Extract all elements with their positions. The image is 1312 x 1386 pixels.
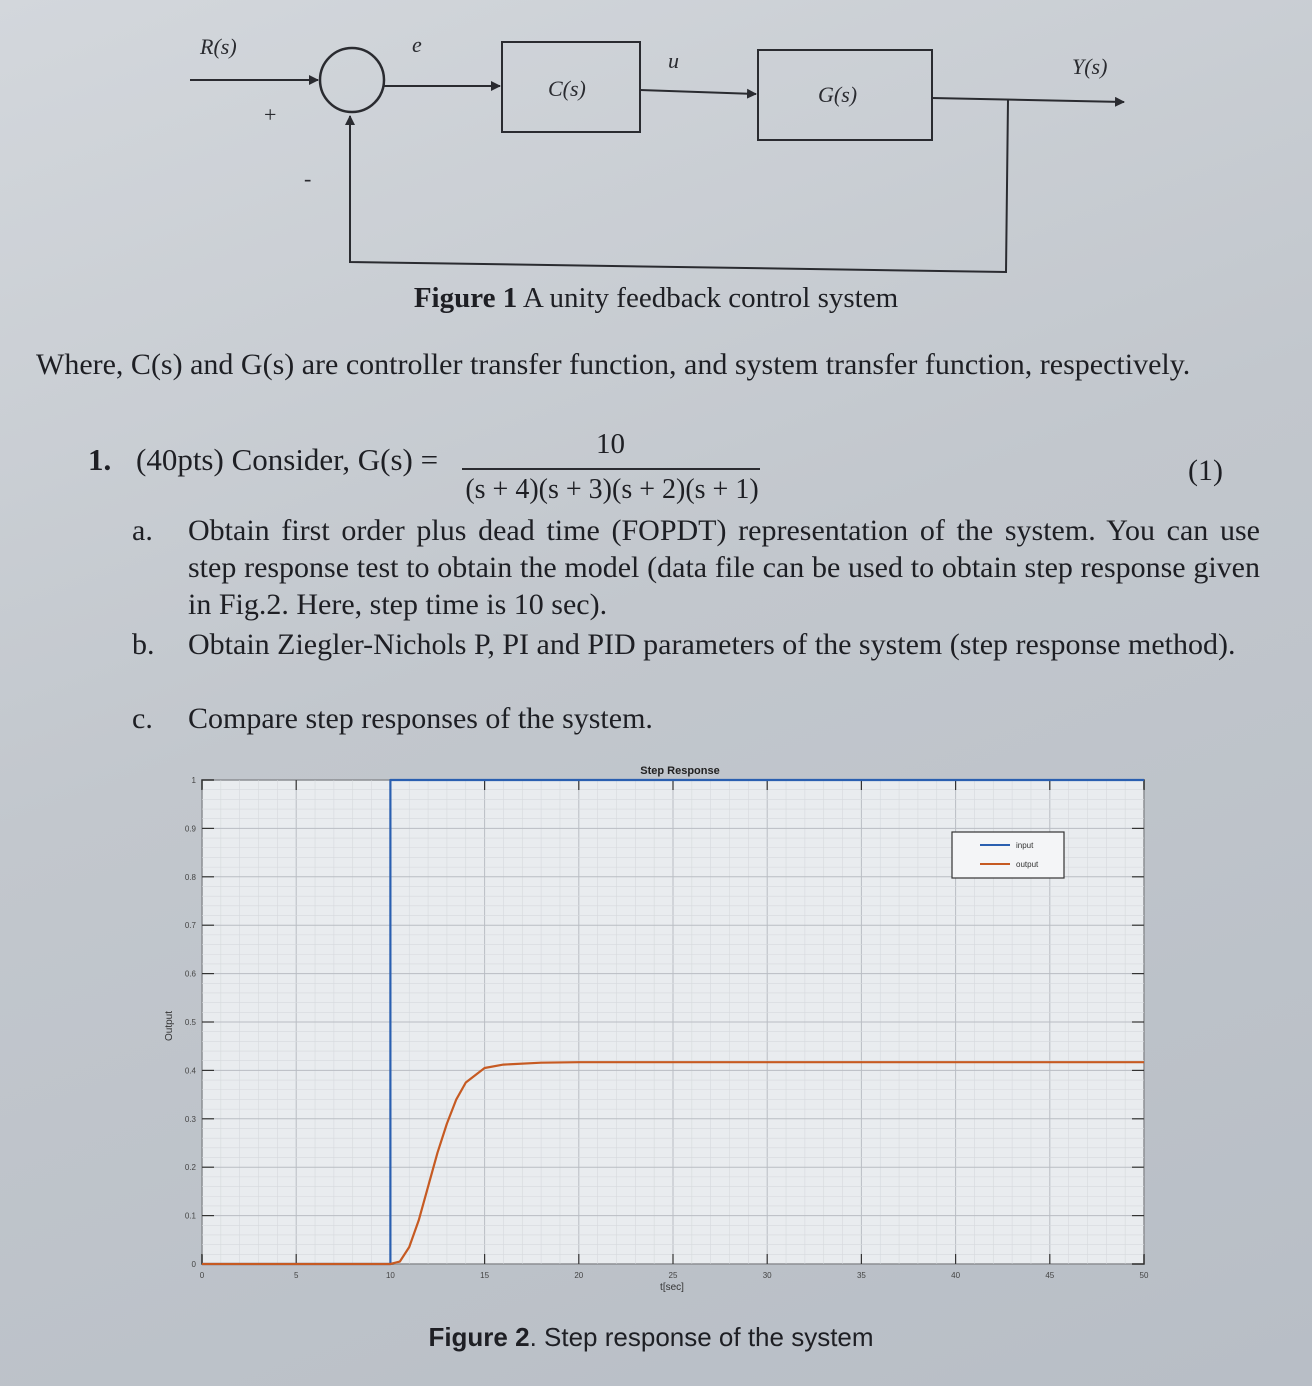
plus-sign: +: [264, 102, 277, 127]
item-a-marker: a.: [132, 514, 153, 547]
y-tick-label: 1: [191, 776, 196, 785]
plant-label: G(s): [818, 82, 858, 107]
chart-title: Step Response: [640, 765, 720, 777]
question-number: 1.: [88, 442, 112, 477]
x-tick-label: 35: [856, 1271, 866, 1280]
y-tick-label: 0.2: [184, 1163, 196, 1173]
item-c-text: Compare step responses of the system.: [188, 702, 653, 735]
figure2-caption: [0, 1322, 1302, 1353]
x-tick-label: 15: [480, 1271, 490, 1280]
figure2-caption-label: Figure 2: [428, 1322, 530, 1352]
y-tick-label: 0.3: [184, 1114, 196, 1124]
figure1-caption-text: A unity feedback control system: [517, 282, 899, 314]
x-tick-label: 40: [951, 1271, 961, 1280]
x-tick-label: 30: [762, 1271, 772, 1280]
equation-number: (1): [1188, 454, 1223, 487]
x-axis-label: t[sec]: [660, 1282, 684, 1293]
y-tick-label: 0.5: [184, 1018, 196, 1027]
y-tick-label: 0.7: [184, 921, 196, 931]
legend-input-label: input: [1016, 841, 1034, 850]
transfer-function-numerator: 10: [596, 428, 625, 460]
intro-paragraph: Where, C(s) and G(s) are controller transfer function, and system transfer function, respectively.: [36, 348, 1191, 381]
control-signal-label: u: [668, 48, 679, 73]
y-tick-label: 0.8: [184, 872, 196, 882]
item-b-marker: b.: [132, 628, 155, 661]
figure2-caption-text: . Step response of the system: [529, 1322, 874, 1352]
y-tick-label: 0.4: [184, 1066, 196, 1076]
output-label: Y(s): [1072, 54, 1108, 79]
question-lead: (40pts) Consider, G(s) =: [136, 442, 439, 477]
y-axis-label: Output: [164, 1010, 175, 1042]
x-tick-label: 50: [1139, 1271, 1149, 1280]
x-tick-label: 20: [574, 1271, 584, 1280]
item-a-text: Obtain first order plus dead time (FOPDT) representation of the system. You can use step response test to obtain the model (data file can be used to obtain step response given in Fig.2. Here, step time is 10 sec).: [188, 514, 1260, 621]
controller-label: C(s): [548, 76, 586, 101]
y-tick-label: 0.6: [184, 969, 196, 979]
x-tick-label: 5: [293, 1271, 299, 1280]
chart-legend: [952, 832, 1064, 878]
reference-label: R(s): [200, 34, 237, 59]
y-tick-label: 0: [191, 1260, 196, 1269]
legend-box: [952, 832, 1064, 878]
error-label: e: [412, 32, 422, 57]
transfer-function-denominator: (s + 4)(s + 3)(s + 2)(s + 1): [465, 474, 759, 505]
figure1-caption-label: Figure 1: [413, 282, 518, 314]
x-tick-label: 10: [385, 1271, 395, 1280]
y-tick-label: 0.1: [184, 1211, 196, 1221]
x-tick-label: 0: [199, 1271, 205, 1280]
x-tick-label: 45: [1045, 1271, 1055, 1280]
x-tick-label: 25: [668, 1271, 678, 1280]
item-b-text: Obtain Ziegler-Nichols P, PI and PID parameters of the system (step response method).: [188, 628, 1236, 661]
item-c-marker: c.: [132, 702, 153, 735]
legend-output-label: output: [1016, 860, 1039, 869]
minus-sign: -: [304, 166, 312, 191]
y-tick-label: 0.9: [184, 824, 196, 834]
